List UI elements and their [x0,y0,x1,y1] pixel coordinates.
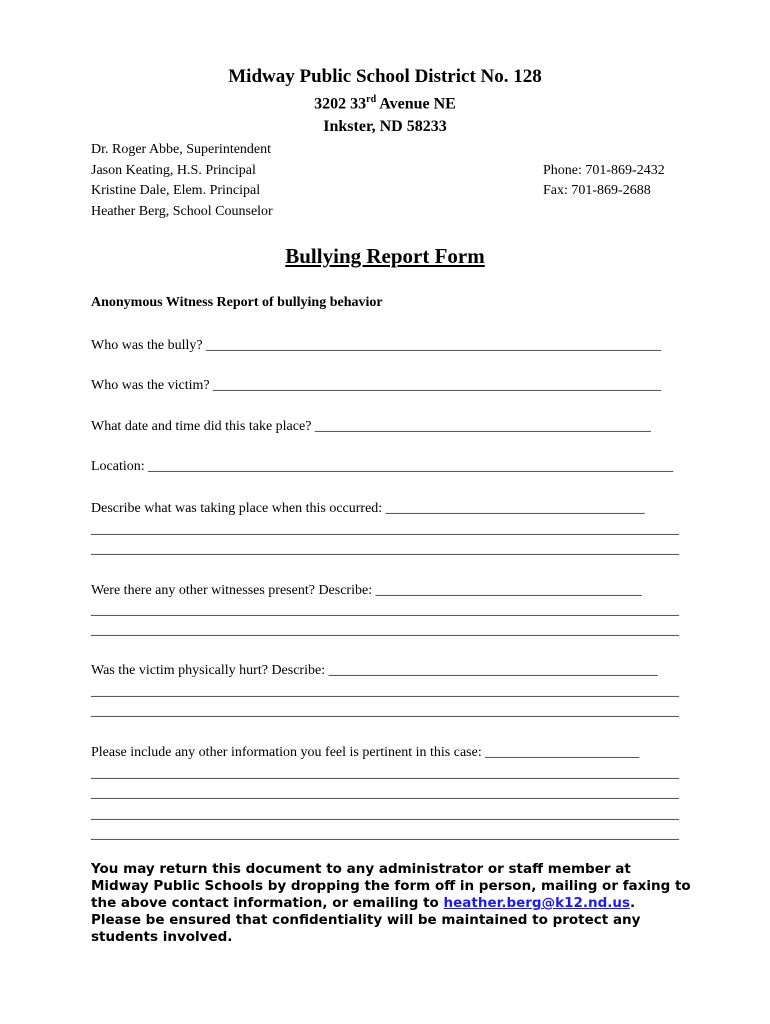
staff-counselor: Heather Berg, School Counselor [91,204,273,219]
district-address [0,94,770,113]
staff-elem-principal: Kristine Dale, Elem. Principal [91,183,261,198]
staff-hs-principal: Jason Keating, H.S. Principal [91,163,256,178]
question-witnesses[interactable]: Were there any other witnesses present? Describe: ______________________________________ [91,583,642,598]
form-title: Bullying Report Form [285,244,485,268]
phone-number: Phone: 701-869-2432 [543,163,665,178]
answer-line[interactable]: ____________________________________________________________________________________ [91,522,679,537]
fax-number: Fax: 701-869-2688 [543,183,651,198]
address-number: 3202 33 [314,95,367,113]
question-bully[interactable]: Who was the bully? _________________________________________________________________ [91,338,662,353]
district-name: Midway Public School District No. 128 [228,66,542,87]
question-describe[interactable]: Describe what was taking place when this occurred: _____________________________________ [91,501,645,516]
answer-line[interactable]: ____________________________________________________________________________________ [91,684,679,699]
return-instructions [91,861,691,946]
answer-line[interactable]: ____________________________________________________________________________________ [91,623,679,638]
address-suffix: rd [366,94,377,105]
form-subtitle: Anonymous Witness Report of bullying behavior [91,295,383,310]
question-other-info[interactable]: Please include any other information you feel is pertinent in this case: ______________________ [91,745,640,760]
answer-line[interactable]: ____________________________________________________________________________________ [91,786,679,801]
staff-superintendent: Dr. Roger Abbe, Superintendent [91,142,272,157]
answer-line[interactable]: ____________________________________________________________________________________ [91,807,679,822]
question-location[interactable]: Location: ___________________________________________________________________________ [91,459,674,474]
city-state-zip: Inkster, ND 58233 [323,118,447,135]
answer-line[interactable]: ____________________________________________________________________________________ [91,704,679,719]
return-instructions-text: You may return this document to any administrator or staff member at Midway Public Schools by dropping the form off in person, mailing or faxing to the above contact information, or emailing to [91,861,691,911]
answer-line[interactable]: ____________________________________________________________________________________ [91,827,679,842]
address-street: Avenue NE [376,95,456,113]
confidentiality-note: Please be ensured that confidentiality will be maintained to protect any students involved. [91,912,641,945]
return-instructions-period: . [630,895,636,911]
counselor-email-link[interactable]: heather.berg@k12.nd.us [443,895,631,911]
answer-line[interactable]: ____________________________________________________________________________________ [91,542,679,557]
question-hurt[interactable]: Was the victim physically hurt? Describe: _______________________________________________ [91,663,658,678]
question-victim[interactable]: Who was the victim? ________________________________________________________________ [91,378,662,393]
answer-line[interactable]: ____________________________________________________________________________________ [91,766,679,781]
question-date-time[interactable]: What date and time did this take place? ________________________________________________ [91,419,651,434]
answer-line[interactable]: ____________________________________________________________________________________ [91,603,679,618]
